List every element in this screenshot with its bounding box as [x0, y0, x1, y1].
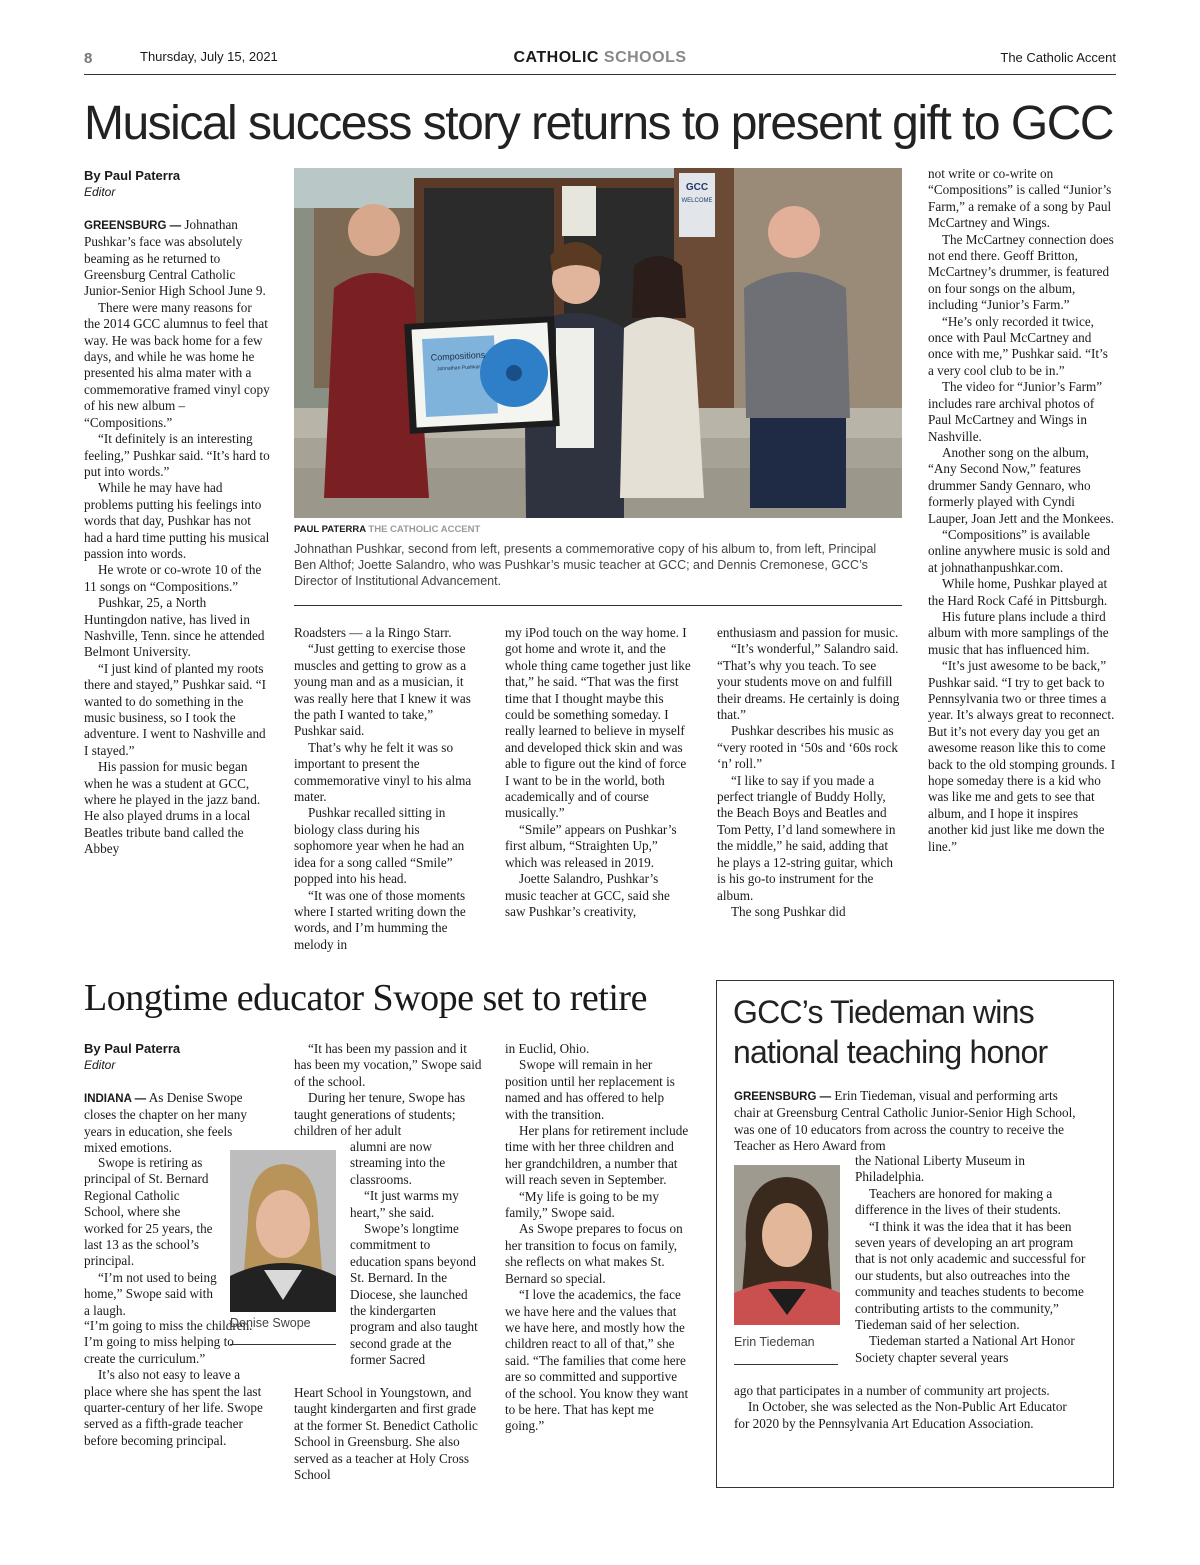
article1-paragraph: His future plans include a third album with more samplings of the music that has influenced him. [928, 608, 1109, 657]
article1-paragraph: “He’s only recorded it twice, once with Paul McCartney and once with me,” Pushkar said. “It’s a very cool club to be in.” [928, 313, 1108, 378]
photo-credit [294, 524, 480, 535]
article2-paragraph: It’s also not easy to leave a place where she has spent the last quarter-century of her life. Swope served as a fifth-grade teacher before becoming principal. [84, 1367, 263, 1448]
article2-column-2-bottom [294, 1385, 482, 1483]
erin-tiedeman-photo [734, 1165, 840, 1325]
article1-paragraph: “I like to say if you made a perfect triangle of Buddy Holly, the Beach Boys and Beatles and Tom Petty, I’d land somewhere in the middle,” he said, adding that he plays a 12-string guitar, which is his go-to instrument for the album. [717, 772, 896, 903]
article1-paragraph: “It definitely is an interesting feeling,” Pushkar said. “It’s hard to put into words.” [84, 431, 270, 479]
door-sign-subtext: WELCOME [681, 198, 713, 204]
photo-credit-publication: THE CATHOLIC ACCENT [368, 524, 481, 535]
article3-paragraph: the National Liberty Museum in Philadelphia. [855, 1153, 1025, 1185]
denise-swope-caption: Denise Swope [230, 1316, 311, 1330]
article1-headline: Musical success story returns to present gift to GCC [84, 97, 1114, 150]
article1-paragraph: While he may have had problems putting his feelings into words that day, Pushkar has not had a hard time putting his musical passion into words. [84, 480, 270, 561]
article2-paragraph: in Euclid, Ohio. [505, 1041, 590, 1056]
article1-paragraph: Pushkar describes his music as “very rooted in ‘50s and ‘60s rock ‘n’ roll.” [717, 723, 898, 772]
article3-dateline: GREENSBURG — [734, 1091, 832, 1103]
article1-paragraph: The McCartney connection does not end there. Geoff Britton, McCartney’s drummer, is featured on four songs on the album, including “Junior’s Farm.” [928, 231, 1114, 313]
article2-paragraph: Her plans for retirement include time with her three children and her grandchildren, a number that will reach seven in September. [505, 1123, 689, 1188]
article1-paragraph: The song Pushkar did [731, 903, 846, 919]
article2-paragraph: Swope will remain in her position until her replacement is named and has offered to help with the transition. [505, 1057, 675, 1122]
article1-paragraph: “It’s just awesome to be back,” Pushkar said. “I try to get back to Pennsylvania two or three times a year. It’s always great to reconnect. But it’s not every day you get an awesome reason like this to come back to the old stomping grounds. I hope someday there is a kid who was like me and gets to see that album, and I hope it inspires another kid just like me down the line.” [928, 658, 1116, 854]
article1-paragraph [84, 217, 270, 300]
article1-paragraph: Another song on the album, “Any Second Now,” features drummer Sandy Gennaro, who formerly played with Cyndi Lauper, Joan Jett and the Monkees. [928, 444, 1114, 526]
article3-paragraph: Teachers are honored for making a difference in the lives of their students. [855, 1185, 1061, 1218]
caption-rule [294, 605, 902, 606]
article2-paragraph: As Swope prepares to focus on her transition to focus on family, she reflects on what makes St. Bernard so special. [505, 1221, 683, 1286]
article1-paragraph: His passion for music began when he was a student at GCC, where he played in the jazz band. He also played drums in a local Beatles tribute band called the Abbey [84, 759, 261, 857]
denise-swope-caption-rule [230, 1344, 336, 1345]
article2-column-2-top [294, 1041, 482, 1139]
article1-paragraph: Pushkar recalled sitting in biology class during his sophomore year when he had an idea for a song called “Smile” popped into his head. [294, 805, 465, 887]
section-title-part1: CATHOLIC [513, 49, 599, 66]
article2-column-1-wrap [84, 1155, 222, 1319]
article1-paragraph: Joette Salandro, Pushkar’s music teacher at GCC, said she saw Pushkar’s creativity, [505, 871, 670, 919]
article1-paragraph: “Just getting to exercise those muscles and getting to grow as a young man and as a musician, it was really here that I knew it was the path I wanted to take,” Pushkar said. [294, 641, 471, 739]
article2-paragraph: Swope is retiring as principal of St. Bernard Regional Catholic School, where she worked for 25 years, the last 13 as the school’s principal. [84, 1155, 213, 1269]
article2-byline-title: Editor [84, 1058, 116, 1073]
article2-paragraph: “It just warms my heart,” she said. [350, 1188, 459, 1220]
article1-paragraph: “It was one of those moments where I started writing down the words, and I’m humming the melody in [294, 887, 466, 952]
erin-tiedeman-caption: Erin Tiedeman [734, 1335, 815, 1349]
album-artist-text: Johnathan Pushkar [436, 364, 481, 373]
article3-paragraph: ago that participates in a number of community art projects. [734, 1383, 1050, 1398]
article1-text: Johnathan Pushkar’s face was absolutely beaming as he returned to Greensburg Central Catholic Junior-Senior High School June 9. [84, 216, 266, 299]
article3-paragraph: In October, she was selected as the Non-Public Art Educator for 2020 by the Pennsylvania Art Education Association. [734, 1399, 1067, 1431]
article2-paragraph: “I’m going to miss the children. I’m going to miss helping to create the curriculum.” [84, 1318, 253, 1366]
article2-paragraph: During her tenure, Swope has taught generations of students; children of her adult [294, 1090, 466, 1139]
article1-paragraph: “Compositions” is available online anywhere music is sold and at johnathanpushkar.com. [928, 526, 1111, 575]
article2-column-3 [505, 1041, 689, 1435]
article3-headline: GCC’s Tiedeman wins national teaching honor [733, 994, 1048, 1070]
article1-column-2 [294, 625, 478, 953]
article2-paragraph: Swope’s longtime commitment to education spans beyond St. Bernard. In the Diocese, she launched the kindergarten program and also taught second grade at the former Sacred [350, 1221, 478, 1368]
article1-paragraph: He wrote or co-wrote 10 of the 11 songs on “Compositions.” [84, 562, 262, 594]
article2-paragraph: “I love the academics, the face we have here and the values that we have here, and mostly how the children react to all of that,” she said. “The families that come here are so committed and supportive of the school. You know they want to be here. That has kept me going.” [505, 1287, 689, 1434]
article3-bottom [734, 1383, 1078, 1432]
article1-dateline: GREENSBURG — [84, 219, 182, 232]
article3-text: Erin Tiedeman, visual and performing arts chair at Greensburg Central Catholic Junior-Senior High School, was one of 10 educators from across the country to receive the Teacher as Hero Award from [734, 1088, 1076, 1154]
issue-date: Thursday, July 15, 2021 [140, 49, 278, 64]
article2-dateline: INDIANA — [84, 1092, 147, 1105]
article2-paragraph: “My life is going to be my family,” Swope said. [505, 1188, 659, 1221]
article1-photo [294, 168, 902, 518]
article1-paragraph: There were many reasons for the 2014 GCC alumnus to feel that way. He was back home for a few days, and while he was home he presented his alma mater with a commemorative framed vinyl copy of his new album – “Compositions.” [84, 299, 270, 430]
article2-paragraph: “It has been my passion and it has been my vocation,” Swope said of the school. [294, 1041, 482, 1089]
publication-name: The Catholic Accent [1000, 50, 1116, 65]
photo-credit-name: PAUL PATERRA [294, 524, 366, 535]
article1-paragraph: not write or co-write on “Compositions” is called “Junior’s Farm,” a remake of a song by Paul McCartney and Wings. [928, 166, 1112, 231]
article2-paragraph [84, 1090, 268, 1157]
article1-column-5 [928, 166, 1116, 855]
door-sign-text: GCC [685, 182, 709, 193]
denise-swope-photo [230, 1150, 336, 1312]
article1-column-3 [505, 625, 693, 920]
article1-paragraph: The video for “Junior’s Farm” includes rare archival photos of Paul McCartney and Wings in Nashville. [928, 379, 1103, 444]
article2-column-1 [84, 1041, 268, 1156]
article1-column-4 [717, 625, 903, 920]
page-number: 8 [84, 50, 93, 67]
article2-column-2-wrap [350, 1139, 480, 1369]
article1-byline-title: Editor [84, 185, 116, 200]
article1-paragraph: Pushkar, 25, a North Huntingdon native, has lived in Nashville, Tenn. since he attended Belmont University. [84, 595, 265, 660]
section-title-part2: SCHOOLS [603, 49, 687, 66]
album-title-text: Compositions [430, 349, 486, 363]
article1-paragraph: enthusiasm and passion for music. [717, 625, 899, 640]
article3-paragraph: “I think it was the idea that it has been seven years of developing an art program that is not only academic and successful for our students, but also outreaches into the community and teaches students to become contributing artists to the community,” Tiedeman said of her selection. [855, 1218, 1086, 1333]
photo-caption: Johnathan Pushkar, second from left, presents a commemorative copy of his album to, from left, Principal Ben Althof; Joette Salandro, who was Pushkar’s music teacher at GCC; and Dennis Cremonese, GCC’s Director of Institutional Advancement. [294, 542, 877, 588]
article3-wrap [855, 1153, 1095, 1366]
article2-paragraph: alumni are now streaming into the classrooms. [350, 1139, 446, 1187]
article1-paragraph: While home, Pushkar played at the Hard Rock Café in Pittsburgh. [928, 576, 1108, 608]
article1-byline: By Paul Paterra [84, 168, 181, 183]
article2-byline: By Paul Paterra [84, 1041, 181, 1056]
article1-paragraph: That’s why he felt it was so important to present the commemorative vinyl to his alma mater. [294, 739, 472, 805]
erin-tiedeman-caption-rule [734, 1364, 838, 1365]
article1-column-1 [84, 168, 270, 858]
article2-paragraph: “I’m not used to being home,” Swope said with a laugh. [84, 1269, 217, 1318]
article1-paragraph: “Smile” appears on Pushkar’s first album, “Straighten Up,” which was released in 2019. [505, 821, 677, 870]
article2-paragraph: Heart School in Youngstown, and taught kindergarten and first grade at the former St. Benedict Catholic School in Greensburg. She also served as a teacher at Holy Cross School [294, 1385, 478, 1483]
article1-paragraph: Roadsters — a la Ringo Starr. [294, 625, 452, 640]
article3-paragraph [734, 1088, 1078, 1155]
article3-top [734, 1088, 1078, 1155]
article1-paragraph: my iPod touch on the way home. I got home and wrote it, and the whole thing came together just like that,” he said. “That was the first time that I thought maybe this could be something someday. I really learned to believe in myself and developed thick skin and was able to figure out the kind of force I want to be in the world, both academically and of course musically.” [505, 625, 691, 821]
article3-paragraph: Tiedeman started a National Art Honor Society chapter several years [855, 1333, 1075, 1365]
article2-headline: Longtime educator Swope set to retire [84, 977, 647, 1019]
article1-paragraph: “I just kind of planted my roots there and stayed,” Pushkar said. “I wanted to do something in the music business, so I took the adventure. I went to Nashville and I stayed.” [84, 660, 266, 758]
article1-paragraph: “It’s wonderful,” Salandro said. “That’s why you teach. To see your students move on and fulfill their dreams. He certainly is doing that.” [717, 641, 900, 723]
article2-text: As Denise Swope closes the chapter on her many years in education, she feels mixed emotions. [84, 1089, 247, 1156]
article2-column-1-bottom [84, 1318, 268, 1449]
